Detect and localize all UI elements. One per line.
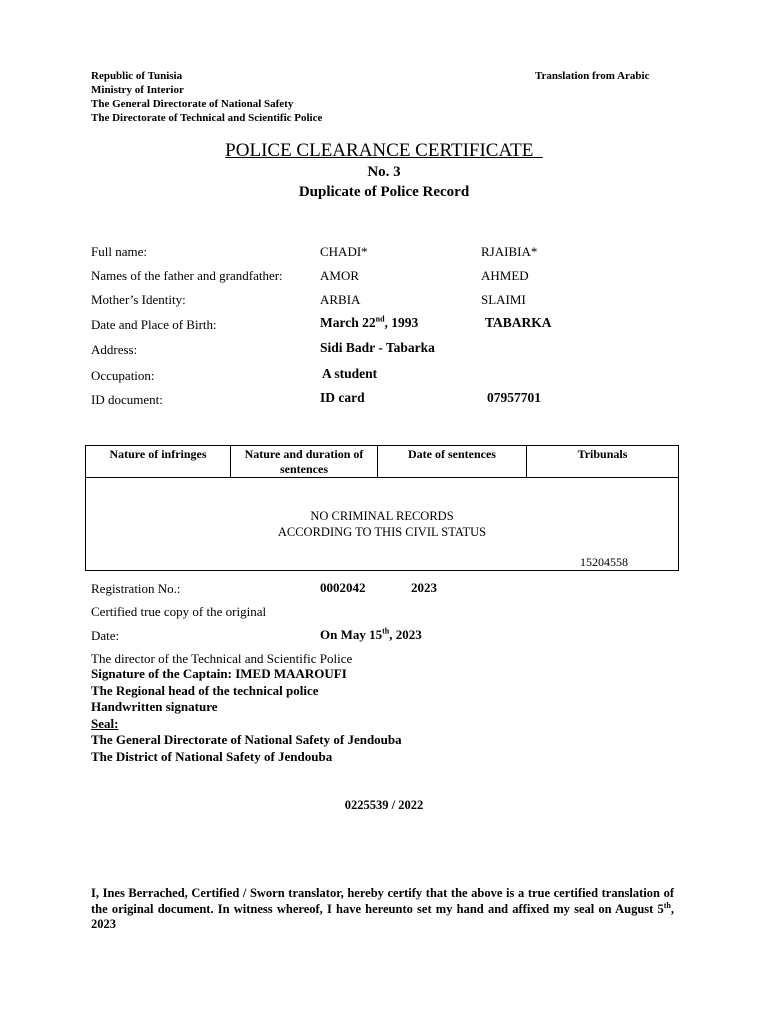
- address-label: Address:: [91, 342, 138, 357]
- birth-place-value: TABARKA: [485, 315, 552, 330]
- address-value: Sidi Badr - Tabarka: [320, 340, 435, 355]
- table-header-date: Date of sentences: [378, 446, 527, 478]
- table-body-cell: [86, 478, 679, 571]
- seal-line: The District of National Safety of Jendouba: [91, 748, 333, 764]
- criminal-records-table: [85, 445, 679, 571]
- page-subtitle: Duplicate of Police Record: [298, 184, 470, 200]
- title-text: POLICE CLEARANCE CERTIFICATE: [225, 140, 534, 161]
- no-records-statement: [86, 508, 678, 540]
- table-header-tribunals: Tribunals: [527, 446, 679, 478]
- father-label: Names of the father and grandfather:: [91, 268, 283, 283]
- issuer-line: Republic of Tunisia: [91, 70, 183, 82]
- occupation-value: A student: [322, 366, 378, 381]
- registration-label: Registration No.:: [91, 581, 181, 596]
- occupation-label: Occupation:: [91, 368, 155, 383]
- birth-label: Date and Place of Birth:: [91, 317, 217, 332]
- page-title: [0, 140, 768, 162]
- record-reference-number: 15204558: [580, 555, 628, 569]
- seal-line: The General Directorate of National Safety of Jendouba: [91, 732, 402, 747]
- issuer-line: The Directorate of Technical and Scientific Police: [91, 112, 323, 124]
- issue-date-value: On May 15th, 2023: [320, 626, 422, 642]
- last-name-value: RJAIBIA*: [481, 244, 538, 259]
- table-header-sentences: Nature and duration of sentences: [231, 446, 378, 478]
- translation-note: Translation from Arabic: [535, 70, 650, 82]
- certificate-number: No. 3: [367, 164, 401, 180]
- mother-label: Mother’s Identity:: [91, 292, 186, 307]
- birth-date-value: March 22nd, 1993: [320, 314, 419, 330]
- handwritten-signature-line: Handwritten signature: [91, 699, 218, 714]
- registration-number: 0002042: [320, 580, 366, 595]
- id-type-value: ID card: [320, 390, 365, 405]
- civil-status-line: ACCORDING TO THIS CIVIL STATUS: [277, 525, 487, 539]
- mother-last-value: SLAIMI: [481, 292, 526, 307]
- director-text: The director of the Technical and Scientific Police: [91, 651, 353, 666]
- signature-block: [91, 666, 402, 765]
- id-document-label: ID document:: [91, 392, 163, 407]
- issuer-line: The General Directorate of National Safety: [91, 98, 294, 110]
- document-number: 0225539 / 2022: [344, 798, 424, 812]
- issuer-header: [91, 69, 322, 125]
- father-name-value: AMOR: [320, 268, 360, 283]
- id-number-value: 07957701: [487, 390, 541, 405]
- captain-signature-line: Signature of the Captain: IMED MAAROUFI: [91, 666, 347, 681]
- translator-certification: I, Ines Berrached, Certified / Sworn translator, hereby certify that the above is a true certified translation of the original document. In witness whereof, I have hereunto set my hand and affixed my seal on August 5th, 2023: [91, 886, 674, 931]
- grandfather-name-value: AHMED: [481, 268, 529, 283]
- first-name-value: CHADI*: [320, 244, 368, 259]
- registration-year: 2023: [411, 580, 437, 595]
- certified-copy-text: Certified true copy of the original: [91, 604, 267, 619]
- full-name-label: Full name:: [91, 244, 147, 259]
- table-header-infringes: Nature of infringes: [86, 446, 231, 478]
- regional-head-line: The Regional head of the technical police: [91, 682, 319, 698]
- issuer-line: Ministry of Interior: [91, 84, 184, 96]
- date-label: Date:: [91, 628, 120, 643]
- mother-first-value: ARBIA: [320, 292, 361, 307]
- seal-label: Seal:: [91, 715, 119, 731]
- no-records-line: NO CRIMINAL RECORDS: [310, 509, 454, 523]
